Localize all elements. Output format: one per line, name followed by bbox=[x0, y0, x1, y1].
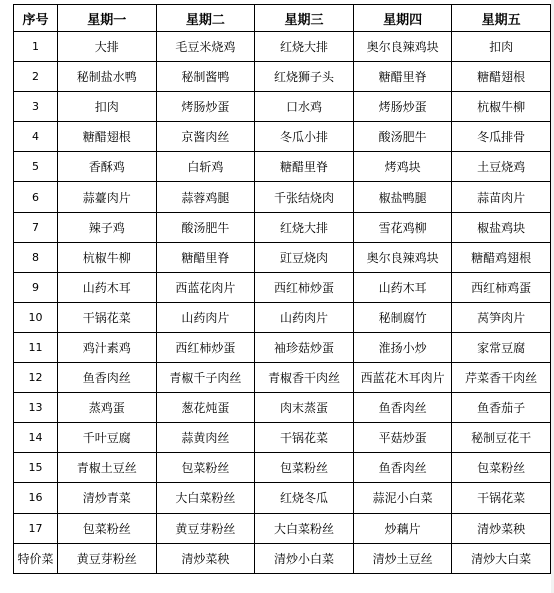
dish-cell[interactable]: 糖醋里脊 bbox=[353, 62, 452, 92]
index-cell[interactable]: 6 bbox=[14, 182, 58, 212]
dish-cell[interactable]: 秘制腐竹 bbox=[353, 302, 452, 332]
index-cell[interactable]: 10 bbox=[14, 302, 58, 332]
table-row bbox=[14, 513, 551, 543]
index-cell[interactable]: 特价菜 bbox=[14, 543, 58, 573]
dish-cell[interactable]: 蒜蓉鸡腿 bbox=[156, 182, 255, 212]
table-row bbox=[14, 272, 551, 302]
table-row bbox=[14, 32, 551, 62]
dish-cell[interactable]: 清炒土豆丝 bbox=[353, 543, 452, 573]
dish-cell[interactable]: 椒盐鸭腿 bbox=[353, 182, 452, 212]
table-row bbox=[14, 332, 551, 362]
index-cell[interactable]: 17 bbox=[14, 513, 58, 543]
dish-cell[interactable]: 糖醋里脊 bbox=[255, 152, 354, 182]
table-row bbox=[14, 302, 551, 332]
dish-cell[interactable]: 白斩鸡 bbox=[156, 152, 255, 182]
index-cell[interactable]: 4 bbox=[14, 122, 58, 152]
header-day-cell[interactable]: 星期三 bbox=[255, 5, 354, 32]
index-cell[interactable]: 1 bbox=[14, 32, 58, 62]
header-index-cell[interactable]: 序号 bbox=[14, 5, 58, 32]
dish-cell[interactable]: 大排 bbox=[58, 32, 157, 62]
dish-cell[interactable]: 蒜薹肉片 bbox=[58, 182, 157, 212]
dish-cell[interactable]: 西红柿炒蛋 bbox=[156, 332, 255, 362]
dish-cell[interactable]: 山药肉片 bbox=[156, 302, 255, 332]
header-day-cell[interactable]: 星期四 bbox=[353, 5, 452, 32]
dish-cell[interactable]: 黄豆芽粉丝 bbox=[58, 543, 157, 573]
dish-cell[interactable]: 辣子鸡 bbox=[58, 212, 157, 242]
index-cell[interactable]: 11 bbox=[14, 332, 58, 362]
dish-cell[interactable]: 西红柿炒蛋 bbox=[255, 272, 354, 302]
table-row bbox=[14, 62, 551, 92]
index-cell[interactable]: 5 bbox=[14, 152, 58, 182]
dish-cell[interactable]: 扣肉 bbox=[58, 92, 157, 122]
dish-cell[interactable]: 清炒菜秧 bbox=[452, 513, 551, 543]
dish-cell[interactable]: 西蓝花木耳肉片 bbox=[353, 363, 452, 393]
table-row bbox=[14, 182, 551, 212]
dish-cell[interactable]: 酸汤肥牛 bbox=[353, 122, 452, 152]
dish-cell[interactable]: 家常豆腐 bbox=[452, 332, 551, 362]
dish-cell[interactable]: 千张结烧肉 bbox=[255, 182, 354, 212]
menu-body bbox=[14, 32, 551, 574]
dish-cell[interactable]: 干锅花菜 bbox=[255, 423, 354, 453]
dish-cell[interactable]: 葱花炖蛋 bbox=[156, 393, 255, 423]
dish-cell[interactable]: 鸡汁素鸡 bbox=[58, 332, 157, 362]
dish-cell[interactable]: 糖醋里脊 bbox=[156, 242, 255, 272]
dish-cell[interactable]: 包菜粉丝 bbox=[58, 513, 157, 543]
table-row bbox=[14, 363, 551, 393]
header-day-cell[interactable]: 星期一 bbox=[58, 5, 157, 32]
dish-cell[interactable]: 烤鸡块 bbox=[353, 152, 452, 182]
dish-cell[interactable]: 口水鸡 bbox=[255, 92, 354, 122]
dish-cell[interactable]: 蒸鸡蛋 bbox=[58, 393, 157, 423]
dish-cell[interactable]: 奥尔良辣鸡块 bbox=[353, 242, 452, 272]
dish-cell[interactable]: 京酱肉丝 bbox=[156, 122, 255, 152]
dish-cell[interactable]: 红烧大排 bbox=[255, 212, 354, 242]
table-row bbox=[14, 453, 551, 483]
dish-cell[interactable]: 冬瓜小排 bbox=[255, 122, 354, 152]
table-row bbox=[14, 242, 551, 272]
table-row bbox=[14, 122, 551, 152]
dish-cell[interactable]: 豇豆烧肉 bbox=[255, 242, 354, 272]
index-cell[interactable]: 9 bbox=[14, 272, 58, 302]
dish-cell[interactable]: 秘制酱鸭 bbox=[156, 62, 255, 92]
dish-cell[interactable]: 袖珍菇炒蛋 bbox=[255, 332, 354, 362]
dish-cell[interactable]: 奥尔良辣鸡块 bbox=[353, 32, 452, 62]
header-day-cell[interactable]: 星期二 bbox=[156, 5, 255, 32]
dish-cell[interactable]: 椒盐鸡块 bbox=[452, 212, 551, 242]
dish-cell[interactable]: 西蓝花肉片 bbox=[156, 272, 255, 302]
table-row bbox=[14, 483, 551, 513]
dish-cell[interactable]: 大白菜粉丝 bbox=[156, 483, 255, 513]
index-cell[interactable]: 15 bbox=[14, 453, 58, 483]
index-cell[interactable]: 8 bbox=[14, 242, 58, 272]
dish-cell[interactable]: 鱼香肉丝 bbox=[353, 393, 452, 423]
dish-cell[interactable]: 烤肠炒蛋 bbox=[156, 92, 255, 122]
dish-cell[interactable]: 毛豆米烧鸡 bbox=[156, 32, 255, 62]
dish-cell[interactable]: 酸汤肥牛 bbox=[156, 212, 255, 242]
dish-cell[interactable]: 雪花鸡柳 bbox=[353, 212, 452, 242]
header-day-cell[interactable]: 星期五 bbox=[452, 5, 551, 32]
index-cell[interactable]: 7 bbox=[14, 212, 58, 242]
dish-cell[interactable]: 红烧狮子头 bbox=[255, 62, 354, 92]
index-cell[interactable]: 13 bbox=[14, 393, 58, 423]
dish-cell[interactable]: 西红柿鸡蛋 bbox=[452, 272, 551, 302]
dish-cell[interactable]: 大白菜粉丝 bbox=[255, 513, 354, 543]
dish-cell[interactable]: 蒜黄肉丝 bbox=[156, 423, 255, 453]
dish-cell[interactable]: 肉末蒸蛋 bbox=[255, 393, 354, 423]
table-row bbox=[14, 152, 551, 182]
dish-cell[interactable]: 青椒千子肉丝 bbox=[156, 363, 255, 393]
dish-cell[interactable]: 鱼香茄子 bbox=[452, 393, 551, 423]
dish-cell[interactable]: 青椒土豆丝 bbox=[58, 453, 157, 483]
dish-cell[interactable]: 香酥鸡 bbox=[58, 152, 157, 182]
dish-cell[interactable]: 黄豆芽粉丝 bbox=[156, 513, 255, 543]
dish-cell[interactable]: 炒藕片 bbox=[353, 513, 452, 543]
dish-cell[interactable]: 包菜粉丝 bbox=[452, 453, 551, 483]
dish-cell[interactable]: 莴笋肉片 bbox=[452, 302, 551, 332]
index-cell[interactable]: 2 bbox=[14, 62, 58, 92]
dish-cell[interactable]: 清炒菜秧 bbox=[156, 543, 255, 573]
dish-cell[interactable]: 秘制盐水鸭 bbox=[58, 62, 157, 92]
dish-cell[interactable]: 红烧大排 bbox=[255, 32, 354, 62]
dish-cell[interactable]: 土豆烧鸡 bbox=[452, 152, 551, 182]
dish-cell[interactable]: 冬瓜排骨 bbox=[452, 122, 551, 152]
dish-cell[interactable]: 糖醋鸡翅根 bbox=[452, 242, 551, 272]
dish-cell[interactable]: 秘制豆花干 bbox=[452, 423, 551, 453]
dish-cell[interactable]: 淮扬小炒 bbox=[353, 332, 452, 362]
dish-cell[interactable]: 烤肠炒蛋 bbox=[353, 92, 452, 122]
dish-cell[interactable]: 芹菜香干肉丝 bbox=[452, 363, 551, 393]
dish-cell[interactable]: 红烧冬瓜 bbox=[255, 483, 354, 513]
index-cell[interactable]: 16 bbox=[14, 483, 58, 513]
dish-cell[interactable]: 山药肉片 bbox=[255, 302, 354, 332]
dish-cell[interactable]: 鱼香肉丝 bbox=[58, 363, 157, 393]
dish-cell[interactable]: 鱼香肉丝 bbox=[353, 453, 452, 483]
dish-cell[interactable]: 蒜泥小白菜 bbox=[353, 483, 452, 513]
dish-cell[interactable]: 包菜粉丝 bbox=[255, 453, 354, 483]
dish-cell[interactable]: 糖醋翅根 bbox=[452, 62, 551, 92]
dish-cell[interactable]: 扣肉 bbox=[452, 32, 551, 62]
dish-cell[interactable]: 青椒香干肉丝 bbox=[255, 363, 354, 393]
dish-cell[interactable]: 山药木耳 bbox=[353, 272, 452, 302]
dish-cell[interactable]: 蒜苗肉片 bbox=[452, 182, 551, 212]
dish-cell[interactable]: 杭椒牛柳 bbox=[452, 92, 551, 122]
header-row bbox=[14, 5, 551, 32]
dish-cell[interactable]: 糖醋翅根 bbox=[58, 122, 157, 152]
dish-cell[interactable]: 清炒青菜 bbox=[58, 483, 157, 513]
index-cell[interactable]: 12 bbox=[14, 363, 58, 393]
dish-cell[interactable]: 杭椒牛柳 bbox=[58, 242, 157, 272]
table-row bbox=[14, 543, 551, 573]
dish-cell[interactable]: 干锅花菜 bbox=[58, 302, 157, 332]
table-row bbox=[14, 92, 551, 122]
table-row bbox=[14, 393, 551, 423]
dish-cell[interactable]: 清炒大白菜 bbox=[452, 543, 551, 573]
dish-cell[interactable]: 山药木耳 bbox=[58, 272, 157, 302]
dish-cell[interactable]: 干锅花菜 bbox=[452, 483, 551, 513]
index-cell[interactable]: 3 bbox=[14, 92, 58, 122]
index-cell[interactable]: 14 bbox=[14, 423, 58, 453]
dish-cell[interactable]: 平菇炒蛋 bbox=[353, 423, 452, 453]
weekly-menu-table bbox=[13, 4, 551, 574]
table-row bbox=[14, 423, 551, 453]
dish-cell[interactable]: 千叶豆腐 bbox=[58, 423, 157, 453]
dish-cell[interactable]: 包菜粉丝 bbox=[156, 453, 255, 483]
dish-cell[interactable]: 清炒小白菜 bbox=[255, 543, 354, 573]
table-row bbox=[14, 212, 551, 242]
